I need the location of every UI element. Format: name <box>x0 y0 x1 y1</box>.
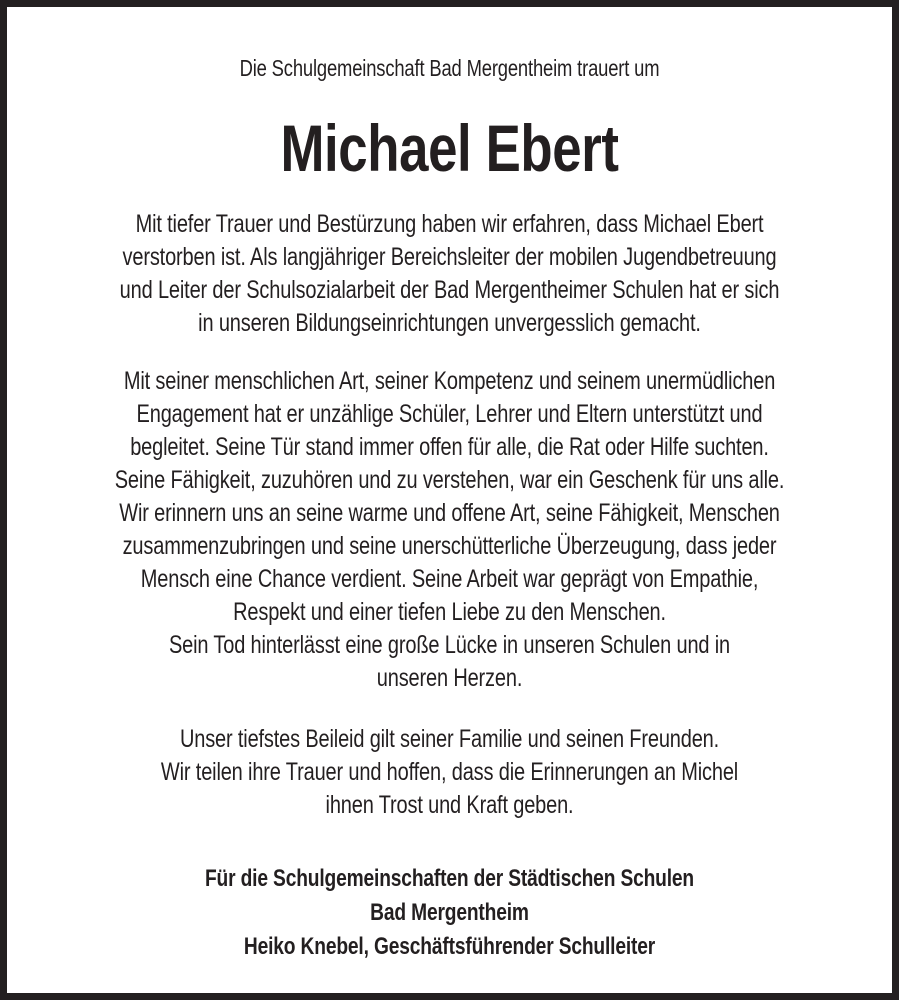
text-line: unseren Herzen. <box>376 664 523 692</box>
text-line: Sein Tod hinterlässt eine große Lücke in unseren Schulen und in <box>168 631 731 659</box>
text-line: begleitet. Seine Tür stand immer offen für alle, die Rat oder Hilfe suchten. <box>130 433 769 461</box>
text-line: Respekt und einer tiefen Liebe zu den Menschen. <box>233 598 666 626</box>
intro-line: Die Schulgemeinschaft Bad Mergentheim trauert um <box>239 55 660 81</box>
text-line: verstorben ist. Als langjähriger Bereichsleiter der mobilen Jugendbetreuung <box>122 243 777 271</box>
text-line: Wir erinnern uns an seine warme und offene Art, seine Fähigkeit, Menschen <box>119 499 780 527</box>
text-line: Unser tiefstes Beileid gilt seiner Familie und seinen Freunden. <box>179 725 720 753</box>
text-line: Wir teilen ihre Trauer und hoffen, dass die Erinnerungen an Michel <box>160 758 739 786</box>
text-line: Mit seiner menschlichen Art, seiner Kompetenz und seinem unermüdlichen <box>123 367 776 395</box>
paragraph-condolence-1 <box>96 208 804 340</box>
signature-organization: Für die Schulgemeinschaften der Städtischen Schulen <box>204 865 695 892</box>
text-line: in unseren Bildungseinrichtungen unvergesslich gemacht. <box>198 309 701 337</box>
text-line: Mit tiefer Trauer und Bestürzung haben wir erfahren, dass Michael Ebert <box>135 210 764 238</box>
signature-signatory: Heiko Knebel, Geschäftsführender Schulleiter <box>243 933 656 960</box>
text-line: zusammenzubringen und seine unerschütterliche Überzeugung, dass jeder <box>122 532 777 560</box>
text-line: Mensch eine Chance verdient. Seine Arbeit war geprägt von Empathie, <box>140 565 759 593</box>
text-line: Seine Fähigkeit, zuzuhören und zu verstehen, war ein Geschenk für uns alle. <box>114 466 785 494</box>
paragraph-tribute <box>96 365 804 695</box>
text-line: Engagement hat er unzählige Schüler, Lehrer und Eltern unterstützt und <box>136 400 763 428</box>
signature-city: Bad Mergentheim <box>370 899 529 926</box>
paragraph-sympathy <box>96 723 804 822</box>
text-line: ihnen Trost und Kraft geben. <box>325 791 574 819</box>
deceased-name: Michael Ebert <box>280 111 619 185</box>
signature-block <box>96 862 804 964</box>
text-line: und Leiter der Schulsozialarbeit der Bad Mergentheimer Schulen hat er sich <box>119 276 780 304</box>
